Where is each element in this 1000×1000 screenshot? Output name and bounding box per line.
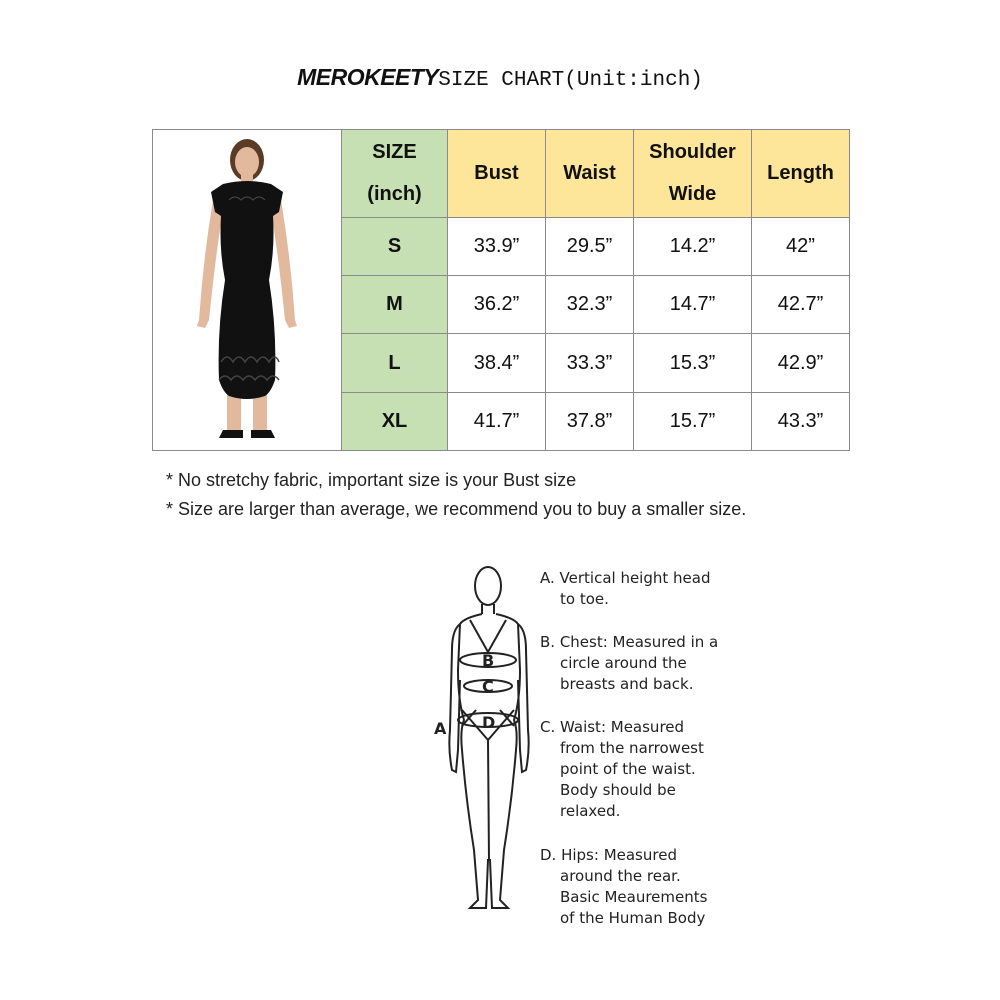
table-cell: 43.3” [752,392,850,450]
description-c: C. Waist: Measured from the narrowest point of the waist. Body should be relaxed. [540,718,704,820]
size-notes [166,466,746,524]
size-label: M [342,276,448,334]
table-cell: 15.3” [634,334,752,392]
table-cell: 14.2” [634,217,752,275]
size-label: XL [342,392,448,450]
size-label: S [342,217,448,275]
table-cell: 42.9” [752,334,850,392]
dress-photo [153,130,342,451]
size-column-header: SIZE (inch) [342,130,448,218]
table-cell: 33.3” [546,334,634,392]
column-header-shoulder: Shoulder Wide [634,130,752,218]
description-a: A. Vertical height head to toe. [540,569,711,608]
description-d: D. Hips: Measured around the rear. Basic Meaurements of the Human Body [540,846,708,927]
size-label: L [342,334,448,392]
brand-name: MEROKEETY [297,64,439,90]
figure-label-d: D [482,713,496,732]
body-measurement-figure [430,560,540,925]
table-cell: 41.7” [448,392,546,450]
note-line: * Size are larger than average, we recommend you to buy a smaller size. [166,499,747,519]
note-line: * No stretchy fabric, important size is your Bust size [166,470,577,490]
chart-title [0,64,1000,92]
size-chart-table [152,129,850,451]
figure-label-a: A [434,719,447,738]
description-b: B. Chest: Measured in a circle around the breasts and back. [540,633,719,693]
dress-image-icon [153,130,341,444]
table-cell: 14.7” [634,276,752,334]
column-header-waist: Waist [546,130,634,218]
table-cell: 42.7” [752,276,850,334]
title-text: SIZE CHART(Unit:inch) [438,69,703,92]
figure-label-b: B [482,651,495,670]
table-cell: 42” [752,217,850,275]
column-header-bust: Bust [448,130,546,218]
column-header-length: Length [752,130,850,218]
table-cell: 33.9” [448,217,546,275]
table-cell: 15.7” [634,392,752,450]
table-cell: 36.2” [448,276,546,334]
table-cell: 37.8” [546,392,634,450]
table-header-row [153,130,850,218]
figure-label-c: C [482,677,494,696]
human-body-icon [430,560,540,920]
table-cell: 38.4” [448,334,546,392]
table-cell: 32.3” [546,276,634,334]
table-cell: 29.5” [546,217,634,275]
